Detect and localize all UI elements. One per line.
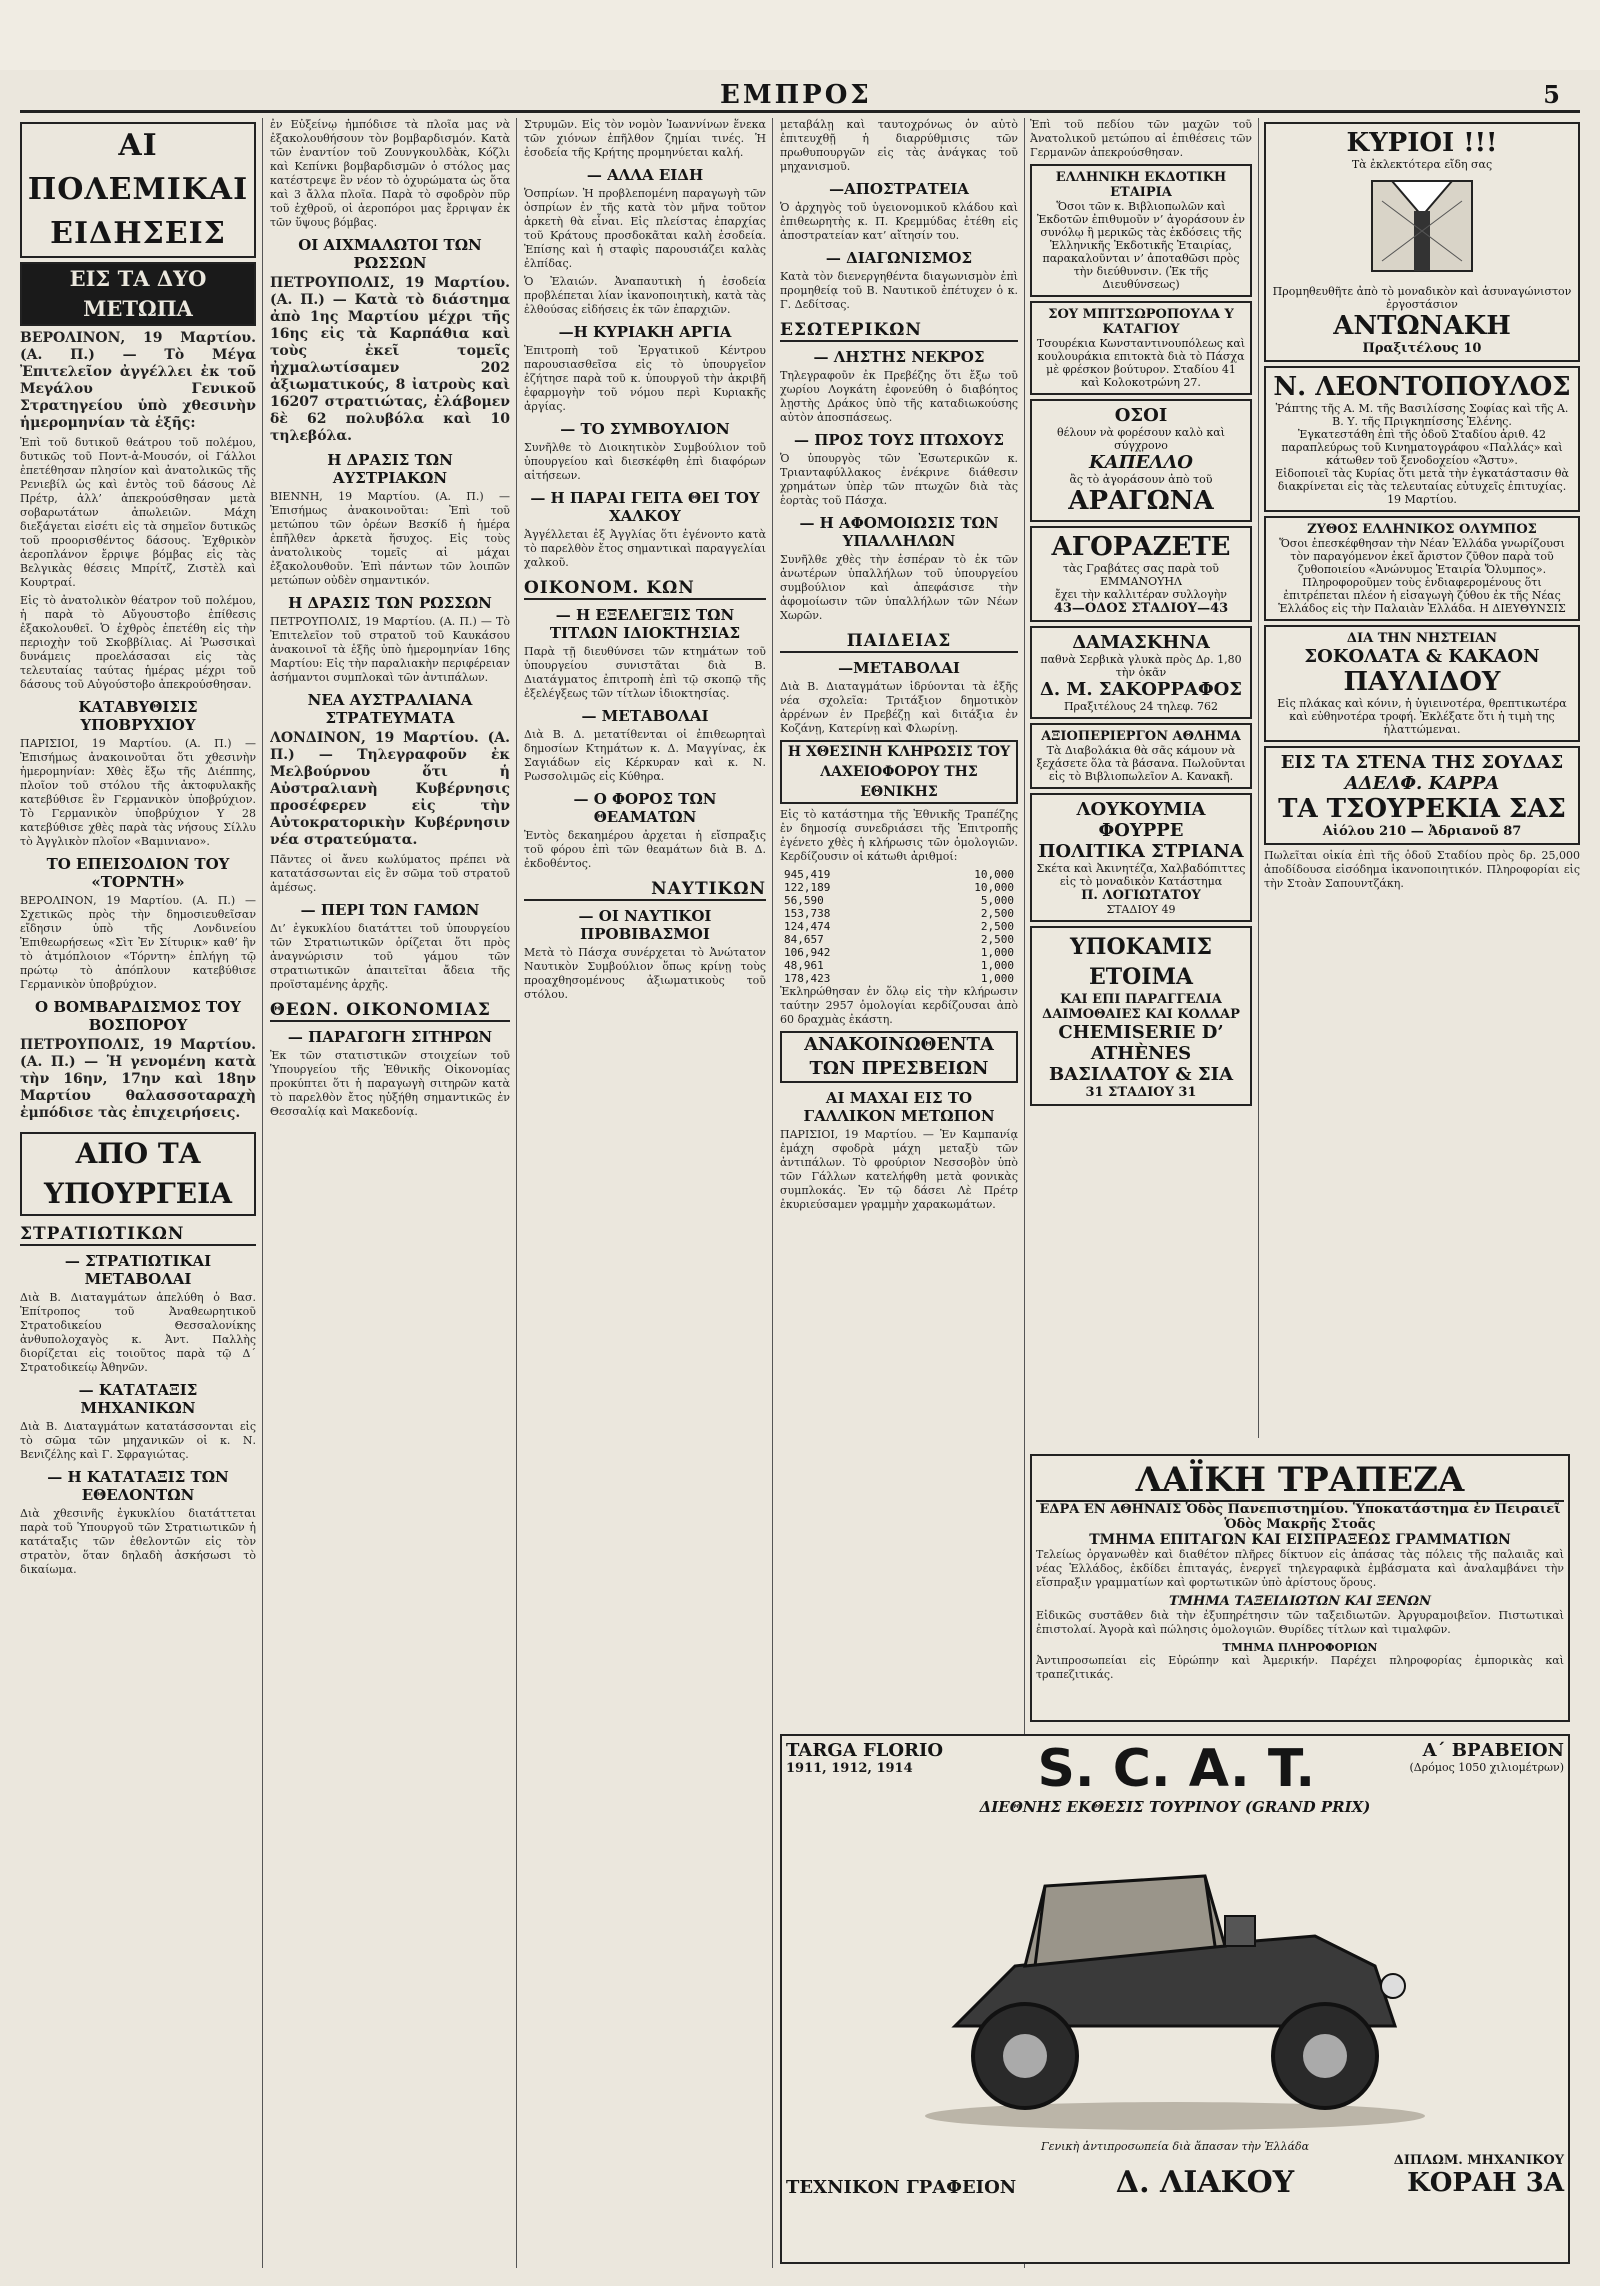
subheading: — Ο ΦΟΡΟΣ ΤΩΝ ΘΕΑΜΑΤΩΝ <box>573 790 717 826</box>
lottery-results-table <box>780 868 1018 985</box>
car-ad-left <box>786 1740 943 1776</box>
ad-line: Π. ΛΟΓΙΩΤΑΤΟΥ <box>1081 888 1201 903</box>
ad-line: Πραξιτέλους 24 τηλεφ. 762 <box>1063 700 1219 713</box>
ad-line: ΚΑΠΕΛΛΟ <box>1089 452 1193 473</box>
ad-publishing-company <box>1030 164 1252 297</box>
ad-body: Ὅσοι ἐπεσκέφθησαν τὴν Νέαν Ἑλλάδα γνωρίζουσι τὸν παραγόμενον ἐκεῖ ἄριστον ζῦθον παρὰ τοῦ ζυθοποιείου «Ἀνώνυμος Ἑταιρία Ὄλυμπος». Πληροφοροῦμεν τοὺς ἐνδιαφερομένους ὅτι ἐπιτρέπεται πλέον ἡ εἰσαγωγὴ ζύθου ἐκ τῆς Νέας Ἑλλάδος εἰς τὴν Παλαιὰν Ἑλλάδα. Η ΔΙΕΥΘΥΝΣΙΣ <box>1278 537 1566 615</box>
column-rule <box>516 118 517 2268</box>
ad-ties <box>1030 526 1252 622</box>
ad-shirts <box>1030 926 1252 1106</box>
subheading: —ΑΠΟΣΤΡΑΤΕΙΑ <box>829 180 969 198</box>
ad-line: ΠΟΛΙΤΙΚΑ ΣΤΡΙΑΝΑ <box>1038 841 1244 862</box>
ad-body: Ὅσοι τῶν κ. Βιβλιοπωλῶν καὶ Ἐκδοτῶν ἐπιθυμοῦν ν’ ἀγοράσουν ἐν συνόλῳ ἢ μερικῶς τὰς ἐκδόσεις τῆς Ἑλληνικῆς Ἐκδοτικῆς Ἑταιρίας, παρακαλοῦνται ν’ ἀποταθῶσι πρὸς τὴν διεύθυνσιν. (Ἐκ τῆς Διευθύνσεως) <box>1037 200 1245 291</box>
ad-line: ΒΑΣΙΛΑΤΟΥ & ΣΙΑ <box>1048 1064 1234 1085</box>
subheading: — Η ΕΞΕΛΕΓΞΙΣ ΤΩΝ ΤΙΤΛΩΝ ΙΔΙΟΚΤΗΣΙΑΣ <box>549 606 741 642</box>
subheading: Η ΔΡΑΣΙΣ ΤΩΝ ΑΥΣΤΡΙΑΚΩΝ <box>327 451 453 487</box>
ad-line: ΥΠΟΚΑΜΙΣ ΕΤΟΙΜΑ <box>1069 934 1213 990</box>
bank-section-heading: ΤΜΗΜΑ ΤΑΞΕΙΔΙΩΤΩΝ ΚΑΙ ΞΕΝΩΝ <box>1168 1594 1432 1609</box>
article-paragraph: ΠΕΤΡΟΥΠΟΛΙΣ, 19 Μαρτίου. (Α. Π.) — Τὸ Ἐπιτελεῖον τοῦ στρατοῦ τοῦ Καυκάσου ἀνακοινοῖ τὰ ἑξῆς ὑπὸ ἡμερομηνίαν 16ης Μαρτίου: Εἰς τὴν παραλιακὴν περιφέρειαν ἀσήμαντοι συμπλοκαὶ τῶν ἀντιπάλων. <box>270 615 510 684</box>
ad-line: CHEMISERIE D’ ATHÈNES <box>1058 1022 1224 1064</box>
article-paragraph: Διὰ Β. Διαταγμάτων ἀπελύθη ὁ Βασ. Ἐπίτροπος τοῦ Ἀναθεωρητικοῦ Στρατοδικείου Θεσσαλονίκης ἀνθυπολοχαγὸς κ. Ἀντ. Παλλὴς διορίζεται εἰς τοιοῦτος παρὰ τῷ Δ´ Στρατοδικείῳ Ἀθηνῶν. <box>20 1291 256 1374</box>
subheading: — ΠΡΟΣ ΤΟΥΣ ΠΤΩΧΟΥΣ <box>793 431 1005 449</box>
ad-line: Ῥάπτης τῆς Α. Μ. τῆς Βασιλίσσης Σοφίας καὶ τῆς Α. Β. Υ. τῆς Πριγκηπίσσης Ἑλένης. <box>1275 402 1569 428</box>
ad-beer <box>1264 516 1580 621</box>
ad-tsourekia <box>1030 301 1252 395</box>
subheading: —ΜΕΤΑΒΟΛΑΙ <box>838 659 960 677</box>
ad-line: Ἐγκατεστάθη ἐπὶ τῆς ὁδοῦ Σταδίου ἀριθ. 42 παραπλεύρως τοῦ Κινηματογράφου «Παλλάς» καὶ κάτωθεν τοῦ ξενοδοχείου «Ἄστυ». <box>1281 428 1563 467</box>
column-1 <box>20 118 256 2268</box>
lottery-number: 178,423 <box>784 972 831 985</box>
car-ad-line: Α΄ ΒΡΑΒΕΙΟΝ <box>1422 1740 1564 1761</box>
subheading: — ΔΙΑΓΩΝΙΣΜΟΣ <box>825 249 973 267</box>
section-heading: ΣΤΡΑΤΙΩΤΙΚΩΝ <box>20 1224 256 1246</box>
bank-section-heading: ΤΜΗΜΑ ΕΠΙΤΑΓΩΝ ΚΑΙ ΕΙΣΠΡΑΞΕΩΣ ΓΡΑΜΜΑΤΙΩΝ <box>1089 1532 1511 1548</box>
ad-loukoumia <box>1030 793 1252 922</box>
article-paragraph: Πᾶντες οἱ ἄνευ κωλύματος πρέπει νὰ κατατάσσωνται εἰς ἓν σῶμα τοῦ στρατοῦ ἀμέσως. <box>270 853 510 894</box>
ad-tailor <box>1264 366 1580 512</box>
article-lede: ΛΟΝΔΙΝΟΝ, 19 Μαρτίου. (Α. Π.) — Τηλεγραφοῦν ἐκ Μελβούρνου ὅτι ἡ Αὐστραλιανὴ Κυβέρνησις προσέφερεν εἰς τὴν Αὐτοκρατορικὴν Κυβέρνησιν νέα στρατεύματα. <box>270 730 510 848</box>
ad-body: Τὰ Διαβολάκια θὰ σᾶς κάμουν νὰ ξεχάσετε ὅλα τὰ βάσανα. Πωλοῦνται εἰς τὸ Βιβλιοπωλεῖον Α. Κανακῆ. <box>1036 744 1246 783</box>
ad-line: ΤΑ ΤΣΟΥΡΕΚΙΑ ΣΑΣ <box>1278 794 1566 824</box>
ad-line: ΑΓΟΡΑΖΕΤΕ <box>1051 532 1231 562</box>
ad-line: 43—ΟΔΟΣ ΣΤΑΔΙΟΥ—43 <box>1053 601 1229 616</box>
ad-title: ΕΛΛΗΝΙΚΗ ΕΚΔΟΤΙΚΗ ΕΤΑΙΡΙΑ <box>1055 170 1227 200</box>
ad-line: ΔΑΙΜΟΘΑΙΕΣ ΚΑΙ ΚΟΛΛΑΡ <box>1042 1007 1240 1022</box>
ad-karra-tsourekia <box>1264 746 1580 845</box>
subheading: — ΛΗΣΤΗΣ ΝΕΚΡΟΣ <box>813 348 985 366</box>
subheading: Η ΔΡΑΣΙΣ ΤΩΝ ΡΩΣΣΩΝ <box>288 594 492 612</box>
lottery-prize: 2,500 <box>980 920 1014 933</box>
lottery-number: 153,738 <box>784 907 831 920</box>
ad-line: ΚΥΡΙΟΙ !!! <box>1346 128 1498 158</box>
article-paragraph: Μετὰ τὸ Πάσχα συνέρχεται τὸ Ἀνώτατον Ναυτικὸν Συμβούλιον ὅπως κρίνῃ τοὺς προαχθησομένους ἀξιωματικοὺς τοῦ στόλου. <box>524 946 766 1001</box>
car-ad-subtitle: ΔΙΕΘΝΗΣ ΕΚΘΕΣΙΣ ΤΟΥΡΙΝΟΥ (GRAND PRIX) <box>979 1798 1371 1816</box>
ad-line: Σκέτα καὶ Ἀκινητέζα, Χαλβαδόπιττες εἰς τὸ μοναδικὸν Κατάστημα <box>1036 862 1246 888</box>
column-2 <box>270 118 510 2268</box>
section-heading: ΕΣΩΤΕΡΙΚΩΝ <box>780 320 1018 342</box>
column-rule <box>1258 118 1259 1438</box>
bank-subtitle: ΕΔΡΑ ΕΝ ΑΘΗΝΑΙΣ Ὁδὸς Πανεπιστημίου. Ὑποκατάστημα ἐν Πειραιεῖ Ὁδὸς Μακρῆς Στοᾶς <box>1039 1502 1561 1532</box>
lottery-row <box>780 907 1018 920</box>
column-5-ads <box>1030 118 1252 1438</box>
column-3 <box>524 118 766 2268</box>
article-lede: ΠΕΤΡΟΥΠΟΛΙΣ, 19 Μαρτίου. (Α. Π.) — Ἡ γενομένη κατὰ τὴν 16ην, 17ην καὶ 18ην Μαρτίου θαλασσοταραχὴ ἐμπόδισε τὰς ἐπιχειρήσεις. <box>20 1037 256 1121</box>
article-paragraph: ΠΑΡΙΣΙΟΙ, 19 Μαρτίου. — Ἐν Καμπανίᾳ ἐμάχη σφοδρὰ μάχη μεταξὺ τῶν ἀντιπάλων. Τὸ φρούριον Νεσσοβὸν ὑπὸ τῶν Γάλλων κατελήφθη μετὰ φονικὰς συμπλοκάς. Ἐν τῷ δάσει Λὲ Πρέτρ ἐκυριεύσαμεν γραμμὴν χαρακωμάτων. <box>780 1128 1018 1211</box>
lottery-number: 56,590 <box>784 894 824 907</box>
article-paragraph: Συνῆλθε χθὲς τὴν ἑσπέραν τὸ ἐκ τῶν ἀνωτέρων ὑπαλλήλων τοῦ ὑπουργείου συμβούλιον καὶ ἀπεφάσισε τὴν ἀφομοίωσιν τῶν ὑπαλλήλων τῶν Νέων Χωρῶν. <box>780 553 1018 622</box>
article-paragraph: μεταβάλῃ καὶ ταυτοχρόνως ὁν αὐτὸ ἐπιτευχθῇ ἡ διαρρύθμισις τῶν πρωθυπουργῶν εἰς τὰς ἀνάγκας τοῦ μηχανισμοῦ. <box>780 118 1018 173</box>
article-paragraph: Ἐπιτροπὴ τοῦ Ἐργατικοῦ Κέντρου παρουσιασθεῖσα εἰς τὸ ὑπουργεῖον ἐζήτησε παρὰ τοῦ κ. ὑπουργοῦ τὴν ἀκριβῆ ἐφαρμογὴν τοῦ νόμου περὶ Κυριακῆς ἀργίας. <box>524 344 766 413</box>
lottery-number: 124,474 <box>784 920 831 933</box>
bank-paragraph: Ἀντιπροσωπείαι εἰς Εὐρώπην καὶ Ἀμερικήν. Παρέχει πληροφορίας ἐμπορικὰς καὶ τραπεζιτικάς. <box>1036 1654 1564 1681</box>
article-paragraph: ἐν Εὐξείνῳ ἠμπόδισε τὰ πλοῖα μας νὰ ἐξακολουθήσουν τὸν βομβαρδισμόν. Κατὰ τῶν ἐναντίον τοῦ Ζουνγκουλδὰκ, Κόζλι καὶ Κεπίνκι βομβαρδισμῶν ὁ στόλος μας κατέστρεψε ἓν νέον τὸ ὀχυρώματα ὡς ὅτα καὶ 3 ἄλλα πλοῖα. Παρὰ τὸ σφοδρὸν πῦρ τοῦ ἐχθροῦ, οἱ ἀεροπόροι μας ἔρριψαν ἐκ τῶν ὕψους βόμβας. <box>270 118 510 229</box>
lottery-heading: Η ΧΘΕΣΙΝΗ ΚΛΗΡΩΣΙΣ ΤΟΥ ΛΑΧΕΙΟΦΟΡΟΥ ΤΗΣ ΕΘΝΙΚΗΣ <box>780 740 1018 804</box>
car-ad-line: Δ. ΛΙΑΚΟΥ <box>1115 2165 1295 2200</box>
car-ad-address <box>1394 2153 1564 2198</box>
article-paragraph: ΒΙΕΝΝΗ, 19 Μαρτίου. (Α. Π.) — Ἐπισήμως ἀνακοινοῦται: Ἐπὶ τοῦ μετώπου τῶν ὀρέων Βεσκίδ ἡ ἡμέρα ἐπῆλθεν ἀρκετὰ ἥσυχος. Εἰς τοὺς ἀνατολικοὺς τομεῖς αἱ μάχαι ἐξακολουθοῦν. Ἐπὶ πάντων τῶν λοιπῶν μετώπων οὐδὲν σημαντικόν. <box>270 490 510 587</box>
ad-line: 31 ΣΤΑΔΙΟΥ 31 <box>1085 1085 1197 1100</box>
shirt-collar-illustration <box>1322 171 1522 281</box>
ad-line: τὰς Γραβάτες σας παρὰ τοῦ ΕΜΜΑΝΟΥΗΛ <box>1063 562 1219 588</box>
car-ad-header <box>786 1740 1564 1798</box>
lottery-row <box>780 920 1018 933</box>
automobile-illustration <box>895 1816 1455 2136</box>
column-rule <box>262 118 263 2268</box>
article-paragraph: Ἀγγέλλεται ἐξ Ἀγγλίας ὅτι ἐγένοντο κατὰ τὸ παρελθὸν ἔτος σημαντικαὶ παραγγελίαι χαλκοῦ. <box>524 528 766 569</box>
ad-line: Εἰδοποιεῖ τὰς Κυρίας ὅτι μετὰ τὴν ἐγκατάστασιν θὰ διακρίνεται εἰς τὰς τελευταίας εὐτυχεῖς ἐπιτυχίας. 19 Μαρτίου. <box>1275 467 1569 506</box>
ad-line: Ν. ΛΕΟΝΤΟΠΟΥΛΟΣ <box>1273 372 1571 402</box>
ad-line: Προμηθευθῆτε ἀπὸ τὸ μοναδικὸν καὶ ἀσυναγώνιστον ἐργοστάσιον <box>1272 285 1572 311</box>
article-lede: ΠΕΤΡΟΥΠΟΛΙΣ, 19 Μαρτίου. (Α. Π.) — Κατὰ τὸ διάστημα ἀπὸ 1ης Μαρτίου μέχρι τῆς 16ης εἰς τὰ Καρπάθια καὶ τοὺς ἐκεῖ τομεῖς ἠχμαλωτίσαμεν 202 ἀξιωματικούς, 8 ἰατροὺς καὶ 16207 στρατιώτας, ἐλάβομεν δὲ 62 πολυβόλα καὶ 10 τηλεβόλα. <box>270 275 510 444</box>
ad-line: ΟΣΟΙ <box>1114 405 1168 426</box>
car-ad-line: ΚΟΡΑΗ 3Α <box>1407 2168 1564 2198</box>
article-paragraph: ΒΕΡΟΛΙΝΟΝ, 19 Μαρτίου. (Α. Π.) — Σχετικῶς πρὸς τὴν δημοσιευθεῖσαν εἴδησιν ὑπὸ τῆς Λονδινείου Ἐπιθεωρήσεως «Σὶτ Ἐν Σίτυρικ» καθ’ ἣν τὸ ἀτμόπλοιον «Τόρντη» ἐπλήγη τῷ πρώτῳ τὸ ἀπόπλουν κατεβύθισε Γερμανικὸν ὑποβρύχιον. <box>20 894 256 991</box>
article-paragraph: Εἰς τὸ ἀνατολικὸν θέατρον τοῦ πολέμου, ἡ παρὰ τὸ Αὔγουστοβο ἐπίθεσις ἐξακολουθεῖ. Ὁ ἐχθρὸς ἐπετέθη εἰς τὴν περιοχὴν τοῦ Σκοββίλιας. Αἱ Ῥωσσικαὶ δυνάμεις προελάσασαι εἰς τὰς τελευταίας ταύτας ἡμέρας μέχρι τοῦ δάσους τοῦ Αὐγούστοβο ἀπεκρούσθησαν. <box>20 594 256 691</box>
ad-title: ΑΞΙΟΠΕΡΙΕΡΓΟΝ ΑΘΛΗΜΑ <box>1041 729 1241 744</box>
subheading: — Η ΠΑΡΑΙ ΓΕΙΤΑ ΘΕΙ ΤΟΥ ΧΑΛΚΟΥ <box>530 489 760 525</box>
article-paragraph: Ὁσπρίων. Ἡ προβλεπομένη παραγωγὴ τῶν ὀσπρίων ἐν τῆς κατὰ τὸν μῆνα τοῦτον ἀρκετὴ θὰ εἶναι. Εἰς πλείστας ἐπαρχίας τοῦ Κράτους προσδοκᾶται καλὴ ἐσοδεία. Ἐπίσης καὶ ἡ σταφὶς παρουσιάζει καλὰς ἐλπίδας. <box>524 187 766 270</box>
ad-laiki-bank <box>1030 1454 1570 1722</box>
paper-margin <box>0 0 1600 70</box>
bank-title: ΛΑΪΚΗ ΤΡΑΠΕΖΑ <box>1036 1460 1564 1502</box>
ad-line: ΕΙΣ ΤΑ ΣΤΕΝΑ ΤΗΣ ΣΟΥΔΑΣ <box>1280 752 1564 773</box>
bank-paragraph: Εἰδικῶς συστᾶθεν διὰ τὴν ἐξυπηρέτησιν τῶν ταξειδιωτῶν. Ἀργυραμοιβεῖον. Πιστωτικαὶ ἐπιστολαί. Ἀγορὰ καὶ πώλησις ὁμολογιῶν. Θυρίδες τίτλων καὶ τιμαλφῶν. <box>1036 1609 1564 1636</box>
article-paragraph: Διὰ Β. Διαταγμάτων ἱδρύονται τὰ ἑξῆς νέα σχολεῖα: Τριτάξιον δημοτικὸν ἀρρένων ἐν Πρεβέζῃ καὶ διτάξια ἐν Κοζάνῃ, Κατερίνῃ καὶ Φλωρίνῃ. <box>780 680 1018 735</box>
ad-curious-toy <box>1030 723 1252 789</box>
lottery-number: 84,657 <box>784 933 824 946</box>
article-paragraph: Διὰ χθεσινῆς ἐγκυκλίου διατάττεται παρὰ τοῦ Ὑπουργοῦ τῶν Στρατιωτικῶν ἡ κατάταξις τῶν ἐθελοντῶν εἰς τὸν στρατὸν, ὅταν δηλαδὴ ἀσκήσωσι τὸ δικαίωμα. <box>20 1507 256 1576</box>
ad-line: ΛΟΥΚΟΥΜΙΑ ΦΟΥΡΡΕ <box>1076 799 1206 841</box>
article-paragraph: Ὁ ὑπουργὸς τῶν Ἐσωτερικῶν κ. Τριανταφύλλακος ἐνέκρινε διάθεσιν χρημάτων ὑπὲρ τῶν πτωχῶν διὰ τὰς ἑορτὰς τοῦ Πάσχα. <box>780 452 1018 507</box>
ad-line: παθνὰ Σερβικὰ γλυκὰ πρὸς Δρ. 1,80 τὴν ὀκᾶν <box>1040 653 1242 679</box>
lottery-number: 122,189 <box>784 881 831 894</box>
car-ad-footer <box>786 2153 1564 2198</box>
car-ad-line: (Δρόμος 1050 χιλιομέτρων) <box>1409 1761 1564 1774</box>
subheading: ΤΟ ΕΠΕΙΣΟΔΙΟΝ ΤΟΥ «ΤΟΡΝΤΗ» <box>46 855 230 891</box>
car-ad-line: ΔΙΠΛΩΜ. ΜΗΧΑΝΙΚΟΥ <box>1393 2153 1564 2168</box>
article-paragraph: Δι’ ἐγκυκλίου διατάττει τοῦ ὑπουργείου τῶν Στρατιωτικῶν ὁρίζεται ὅτι πρὸς ἀναγνώρισιν τοῦ γάμου τῶν στρατιωτικῶν ἀπαιτεῖται ἄδεια τῆς προϊσταμένης ἀρχῆς. <box>270 922 510 991</box>
ad-line: ΔΙΑ ΤΗΝ ΝΗΣΤΕΙΑΝ <box>1346 631 1498 646</box>
section-heading: ΝΑΥΤΙΚΩΝ <box>524 879 766 901</box>
headline-ministries: ΑΠΟ ΤΑ ΥΠΟΥΡΓΕΙΑ <box>20 1132 256 1216</box>
article-paragraph: Ἐντὸς δεκαημέρου ἀρχεται ἡ εἴσπραξις τοῦ φόρου ἐπὶ τῶν θεαμάτων διὰ Β. Δ. ἐκδοθέντος. <box>524 829 766 870</box>
article-paragraph: Εἰς τὸ κατάστημα τῆς Ἐθνικῆς Τραπέζης ἐν δημοσίᾳ συνεδριάσει τῆς Ἐπιτροπῆς ἐγένετο χθὲς ἡ κλήρωσις τῶν ὁμολογιῶν. Κερδίζουσιν οἱ κάτωθι ἀριθμοί: <box>780 808 1018 863</box>
article-paragraph: Ὁ ἀρχηγὸς τοῦ ὑγειονομικοῦ κλάδου καὶ ἐπιθεωρητὴς κ. Π. Κρεμμύδας ἐτέθη εἰς ἀποστρατείαν κατ’ αἴτησίν του. <box>780 201 1018 242</box>
section-heading: ΟΙΚΟΝΟΜ. ΚΩΝ <box>524 578 766 600</box>
ad-hats <box>1030 399 1252 522</box>
subheading: — Η ΑΦΟΜΟΙΩΣΙΣ ΤΩΝ ΥΠΑΛΛΗΛΩΝ <box>799 514 999 550</box>
subheading: — ΣΤΡΑΤΙΩΤΙΚΑΙ ΜΕΤΑΒΟΛΑΙ <box>64 1252 212 1288</box>
subheading: — Η ΚΑΤΑΤΑΞΙΣ ΤΩΝ ΕΘΕΛΟΝΤΩΝ <box>47 1468 229 1504</box>
article-paragraph: Ὁ Ἐλαιών. Ἀναπαυτικὴ ἡ ἐσοδεία προβλέπεται λίαν ἱκανοποιητικὴ, κατὰ τὰς ἐλθούσας εἰδήσεις ἐκ τῶν ἐπαρχιῶν. <box>524 275 766 316</box>
lottery-row <box>780 946 1018 959</box>
bank-paragraph: Τελείως ὀργανωθὲν καὶ διαθέτον πλῆρες δίκτυον εἰς ἁπάσας τὰς πόλεις τῆς παλαιᾶς καὶ νέας Ἑλλάδος, ἐκδίδει ἐπιταγάς, ἐνεργεῖ τηλεγραφικὰ ἐμβάσματα καὶ ἀναλαμβάνει τὴν εἴσπραξιν γραμματίων καὶ φορτωτικῶν ὑπὸ ἀρίστους ὅρους. <box>1036 1548 1564 1589</box>
ad-line: Πραξιτέλους 10 <box>1362 341 1482 356</box>
article-paragraph: ΠΑΡΙΣΙΟΙ, 19 Μαρτίου. (Α. Π.) — Ἐπισήμως ἀνακοινοῦται ὅτι χθεσινὴν ἡμερομηνίαν: Χθὲς ἔξω τῆς Διέππης, πλοῖον τοῦ στόλου τῆς ἀκτοφυλακῆς κατεβύθισε ἓν Γερμανικὸν ὑποβρύχιον. Τὸ Γερμανικὸν ὑποβρύχιον Υ 28 κατεβύθισε χθὲς παρὰ τὰς νήσους Σίλλυ τὸ Ἀγγλικὸν πλοῖον «Βαμινιανο». <box>20 737 256 848</box>
lottery-number: 48,961 <box>784 959 824 972</box>
subheading: ΝΕΑ ΑΥΣΤΡΑΛΙΑΝΑ ΣΤΡΑΤΕΥΜΑΤΑ <box>307 691 473 727</box>
ad-prunes <box>1030 626 1252 719</box>
article-paragraph: Παρὰ τῇ διευθύνσει τῶν κτημάτων τοῦ ὑπουργείου συνιστᾶται διὰ Β. Διατάγματος ἐπιτροπὴ ἐπὶ τῷ σκοπῷ τῆς ἐξελέγξεως τῶν τίτλων ἰδιοκτησίας. <box>524 645 766 700</box>
article-paragraph: Στρυμῶν. Εἰς τὸν νομὸν Ἰωαννίνων ἕνεκα τῶν χιόνων ἐπῆλθον ζημίαι τινές. Ἡ ἐσοδεία τῆς Κρήτης προμηνύεται καλή. <box>524 118 766 159</box>
car-brand: S. C. A. T. <box>1037 1739 1316 1799</box>
lottery-prize: 2,500 <box>980 933 1014 946</box>
ad-line: Τὰ ἐκλεκτότερα εἴδη σας <box>1351 158 1493 171</box>
lottery-prize: 1,000 <box>980 946 1014 959</box>
subheading: — ΤΟ ΣΥΜΒΟΥΛΙΟΝ <box>560 420 730 438</box>
ad-line: ΑΝΤΩΝΑΚΗ <box>1333 311 1511 341</box>
car-ad-line: ΤΕΧΝΙΚΟΝ ΓΡΑΦΕΙΟΝ <box>786 2177 1017 2198</box>
column-rule <box>772 118 773 2268</box>
ad-line: θέλουν νὰ φορέσουν καλὸ καὶ σύγχρονο <box>1057 426 1225 452</box>
masthead <box>20 80 1580 113</box>
ad-line: ἂς τὸ ἀγοράσουν ἀπὸ τοῦ <box>1069 473 1213 486</box>
column-4 <box>780 118 1018 1518</box>
ad-line: ΑΡΑΓΩΝΑ <box>1068 486 1214 516</box>
ad-title: ΖΥΘΟΣ ΕΛΛΗΝΙΚΟΣ ΟΛΥΜΠΟΣ <box>1307 522 1537 537</box>
ad-chocolate <box>1264 625 1580 742</box>
article-paragraph: Συνῆλθε τὸ Διοικητικὸν Συμβούλιον τοῦ ὑπουργείου καὶ διεσκέφθη ἐπὶ διαφόρων αἰτήσεων. <box>524 441 766 482</box>
column-6-ads <box>1264 118 1580 1438</box>
subheading: — ΠΕΡΙ ΤΩΝ ΓΑΜΩΝ <box>300 901 480 919</box>
subheading: ΑΙ ΜΑΧΑΙ ΕΙΣ ΤΟ ΓΑΛΛΙΚΟΝ ΜΕΤΩΠΟΝ <box>803 1089 995 1125</box>
section-heading: ΠΑΙΔΕΙΑΣ <box>780 631 1018 653</box>
subheading: Ο ΒΟΜΒΑΡΔΙΣΜΟΣ ΤΟΥ ΒΟΣΠΟΡΟΥ <box>35 998 241 1034</box>
ad-line: Αἰόλου 210 — Ἀδριανοῦ 87 <box>1322 824 1522 839</box>
ad-gentlemen <box>1264 122 1580 362</box>
car-ad-line: TARGA FLORIO <box>786 1740 944 1761</box>
ad-line: Εἰς πλάκας καὶ κόνιν, ἡ ὑγιεινοτέρα, θρεπτικωτέρα καὶ εὐθηνοτέρα τροφή. Ἐκλέξατε ὅτι ἡ τιμὴ της ἠλαττώμεναι. <box>1277 697 1567 736</box>
headline-war-news: ΑΙ ΠΟΛΕΜΙΚΑΙ ΕΙΔΗΣΕΙΣ <box>20 122 256 258</box>
subheading: — ΠΑΡΑΓΩΓΗ ΣΙΤΗΡΩΝ <box>287 1028 493 1046</box>
article-paragraph: Διὰ Β. Διαταγμάτων κατατάσσονται εἰς τὸ σῶμα τῶν μηχανικῶν οἱ κ. Ν. Βενιζέλης καὶ Γ. Σφραγιώτας. <box>20 1420 256 1461</box>
lottery-row <box>780 972 1018 985</box>
ad-line: ΠΑΥΛΙΔΟΥ <box>1343 667 1501 697</box>
page-number: 5 <box>1543 80 1560 109</box>
lottery-row <box>780 933 1018 946</box>
article-paragraph: Κατὰ τὸν διενεργηθέντα διαγωνισμὸν ἐπὶ προμηθείᾳ τοῦ Β. Ναυτικοῦ ἐπέτυχεν ὁ κ. Γ. Δεδίτσας. <box>780 270 1018 311</box>
ad-title: ΣΟΥ ΜΠΙΤΣΩΡΟΠΟΥΛΑ Υ ΚΑΤΑΓΙΟΥ <box>1048 307 1234 337</box>
lottery-prize: 1,000 <box>980 972 1014 985</box>
subheading: — ΜΕΤΑΒΟΛΑΙ <box>581 707 709 725</box>
headline-two-fronts: ΕΙΣ ΤΑ ΔΥΟ ΜΕΤΩΠΑ <box>20 262 256 326</box>
subheading: ΟΙ ΑΙΧΜΑΛΩΤΟΙ ΤΩΝ ΡΩΣΣΩΝ <box>298 236 482 272</box>
lottery-row <box>780 959 1018 972</box>
lottery-prize: 2,500 <box>980 907 1014 920</box>
lottery-prize: 1,000 <box>980 959 1014 972</box>
subheading: —Η ΚΥΡΙΑΚΗ ΑΡΓΙΑ <box>558 323 732 341</box>
article-paragraph: Ἐκληρώθησαν ἐν ὅλῳ εἰς τὴν κλήρωσιν ταύτην 2957 ὁμολογίαι κερδίζουσαι ἀπὸ 60 δραχμὰς ἐκάστη. <box>780 985 1018 1026</box>
ad-line: ΚΑΙ ΕΠΙ ΠΑΡΑΓΓΕΛΙΑ <box>1060 992 1222 1007</box>
article-paragraph: Ἐκ τῶν στατιστικῶν στοιχείων τοῦ Ὑπουργείου τῆς Ἐθνικῆς Οἰκονομίας προκύπτει ὅτι ἡ παραγωγὴ σιτηρῶν κατὰ τὸ παρελθὸν ἔτος ηὐξήθη σημαντικῶς ἐν Θεσσαλίᾳ καὶ Μακεδονίᾳ. <box>270 1049 510 1118</box>
ad-line: ΑΔΕΛΦ. ΚΑΡΡΑ <box>1344 773 1500 794</box>
subheading: — ΟΙ ΝΑΥΤΙΚΟΙ ΠΡΟΒΙΒΑΣΜΟΙ <box>578 907 712 943</box>
subheading: ΚΑΤΑΒΥΘΙΣΙΣ ΥΠΟΒΡΥΧΙΟΥ <box>78 698 198 734</box>
lottery-prize: 5,000 <box>980 894 1014 907</box>
subheading: — ΑΛΛΑ ΕΙΔΗ <box>586 166 704 184</box>
bank-section-heading: ΤΜΗΜΑ ΠΛΗΡΟΦΟΡΙΩΝ <box>1222 1641 1378 1654</box>
ad-scat-automobile <box>780 1734 1570 2264</box>
ad-line: ΣΟΚΟΛΑΤΑ & ΚΑΚΑΟΝ <box>1304 646 1540 667</box>
lottery-prize: 10,000 <box>974 868 1014 881</box>
article-paragraph: Ἐπὶ τοῦ δυτικοῦ θεάτρου τοῦ πολέμου, δυτικῶς τοῦ Ποντ-ἀ-Μουσόν, οἱ Γάλλοι ἐπετέθησαν πλησίον καὶ ἀνατολικῶς τῆς Ρενιεβίλ ὡς καὶ ἐντὸς τοῦ δάσους Λὲ Πρέτρ, ἀλλ’ ἀπεκρούσθησαν μετὰ σοβαρωτάτων ἀπωλειῶν. Μάχη διεξάγεται εἰσέτι εἰς τὰ σημεῖον δυτικῶς τοῦ προορισθέντος δάσους. Ἐχθρικὸν ἀεροπλάνον ἔρριψε βόμβας εἰς τὰς Βελγικὰς θέσεις Μπρίτζ, Ζιστὲλ καὶ Κουρτραί. <box>20 436 256 589</box>
article-paragraph: Ἐπὶ τοῦ πεδίου τῶν μαχῶν τοῦ Ἀνατολικοῦ μετώπου αἱ ἐπιθέσεις τῶν Γερμανῶν ἀπεκρούσθησαν. <box>1030 118 1252 159</box>
car-ad-footer-line: Γενικὴ ἀντιπροσωπεία διὰ ἅπασαν τὴν Ἑλλάδα <box>1040 2140 1310 2153</box>
subheading: — ΚΑΤΑΤΑΞΙΣ ΜΗΧΑΝΙΚΩΝ <box>78 1381 198 1417</box>
lottery-row <box>780 868 1018 881</box>
ad-line: ΣΤΑΔΙΟΥ 49 <box>1106 903 1176 916</box>
car-ad-right <box>1410 1740 1564 1774</box>
article-paragraph: Διὰ Β. Δ. μετατίθενται οἱ ἐπιθεωρηταὶ δημοσίων Κτημάτων κ. Δ. Μαγγίνας, ἐκ Σαγιάδων εἰς Κέρκυραν καὶ κ. Ν. Ρωσσολιμῶς εἰς Κύθηρα. <box>524 728 766 783</box>
article-paragraph: Τηλεγραφοῦν ἐκ Πρεβέζης ὅτι ἔξω τοῦ χωρίου Λογκάτη ἐφονεύθη ὁ διαβόητος λῃστὴς Δράκος ὑπὸ τῆς καταδιωκούσης αὐτὸν ἀποσπάσεως. <box>780 369 1018 424</box>
ad-body: Τσουρέκια Κωνσταντινουπόλεως καὶ κουλουράκια επιτοκτὰ διὰ τὸ Πάσχα μὲ φρέσκον βούτυρον. Σταδίου 41 καὶ Κολοκοτρώνη 27. <box>1036 337 1246 389</box>
section-heading: ΘΕΩΝ. ΟΙΚΟΝΟΜΙΑΣ <box>270 1000 510 1022</box>
embassy-heading: ΑΝΑΚΟΙΝΩΘΕΝΤΑ ΤΩΝ ΠΡΕΣΒΕΙΩΝ <box>780 1031 1018 1083</box>
lottery-row <box>780 894 1018 907</box>
ad-line: Δ. Μ. ΣΑΚΟΡΡΑΦΟΣ <box>1039 679 1243 700</box>
classified-notice: Πωλεῖται οἰκία ἐπὶ τῆς ὁδοῦ Σταδίου πρὸς δρ. 25,000 ἀποδίδουσα εἰσόδημα ἱκανοποιητικόν. Πληροφορίαι εἰς τὴν Στοὰν Σαπουντζάκη. <box>1264 849 1580 890</box>
lottery-number: 106,942 <box>784 946 831 959</box>
article-lede: ΒΕΡΟΛΙΝΟΝ, 19 Μαρτίου. (Α. Π.) — Τὸ Μέγα Ἐπιτελεῖον ἀγγέλλει ἐκ τοῦ Μεγάλου Γενικοῦ Στρατηγείου ὑπὸ χθεσινὴν ἡμερομηνίαν τὰ ἑξῆς: <box>20 330 256 431</box>
ad-line: ΔΑΜΑΣΚΗΝΑ <box>1072 632 1210 653</box>
ad-line: ἔχει τὴν καλλιτέραν συλλογὴν <box>1055 588 1227 601</box>
lottery-number: 945,419 <box>784 868 831 881</box>
masthead-title: ΕΜΠΡΟΣ <box>720 80 872 110</box>
lottery-prize: 10,000 <box>974 881 1014 894</box>
lottery-row <box>780 881 1018 894</box>
car-ad-line: 1911, 1912, 1914 <box>786 1761 913 1776</box>
